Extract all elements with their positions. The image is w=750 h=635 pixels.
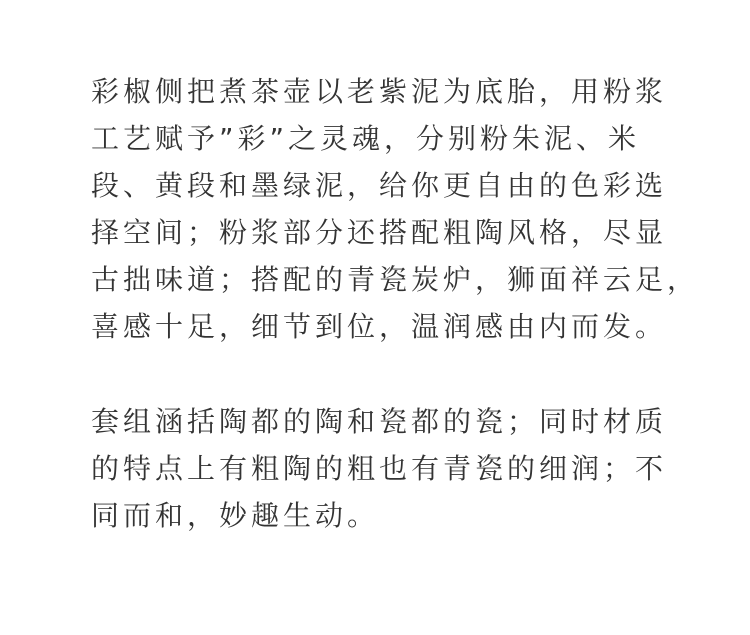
text-line: 段、黄段和墨绿泥，给你更自由的色彩选 [91, 169, 668, 202]
description-paragraph-1 [91, 68, 731, 350]
text-line: 彩椒侧把煮茶壶以老紫泥为底胎，用粉浆 [91, 75, 668, 108]
text-line: 工艺赋予”彩”之灵魂，分别粉朱泥、米 [91, 122, 641, 155]
product-description [91, 68, 731, 539]
text-line: 套组涵括陶都的陶和瓷都的瓷；同时材质 [91, 405, 668, 438]
text-line: 同而和，妙趣生动。 [91, 499, 380, 532]
text-line: 古拙味道；搭配的青瓷炭炉，狮面祥云足， [91, 263, 700, 296]
text-line: 喜感十足，细节到位，温润感由内而发。 [91, 310, 668, 343]
paragraph-spacer [91, 350, 731, 398]
text-line: 的特点上有粗陶的粗也有青瓷的细润；不 [91, 452, 668, 485]
text-line: 择空间；粉浆部分还搭配粗陶风格，尽显 [91, 216, 668, 249]
description-paragraph-2 [91, 398, 731, 539]
